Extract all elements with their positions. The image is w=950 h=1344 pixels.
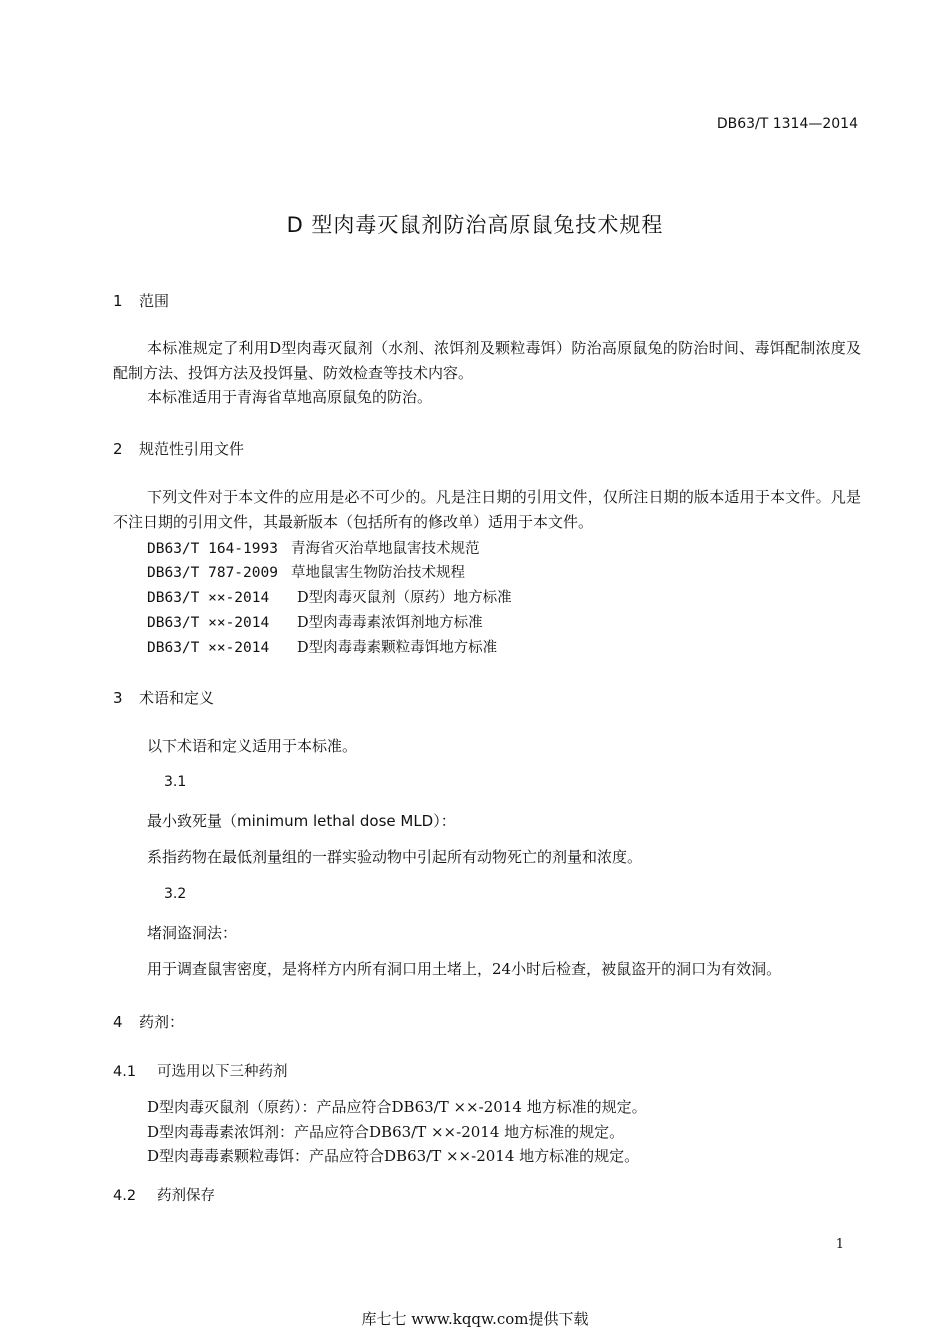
- section-title: 范围: [139, 292, 170, 310]
- section-number: 2: [113, 440, 123, 458]
- term-definition: 系指药物在最低剂量组的一群实验动物中引起所有动物死亡的剂量和浓度。: [147, 848, 643, 866]
- section-title: 术语和定义: [139, 689, 215, 707]
- section-title: 规范性引用文件: [139, 440, 245, 458]
- page-number: 1: [835, 1237, 844, 1252]
- subsection-title: 可选用以下三种药剂: [157, 1064, 288, 1080]
- term-number: 3.2: [164, 886, 187, 902]
- subsection-number: 4.1: [113, 1064, 137, 1080]
- reference-code: DB63/T ××-2014: [147, 640, 270, 656]
- footer-watermark: 库七七 www.kqqw.com提供下载: [361, 1310, 589, 1328]
- reference-item: [147, 611, 483, 632]
- section-1-paragraph-1: 本标准规定了利用D型肉毒灭鼠剂（水剂、浓饵剂及颗粒毒饵）防治高原鼠兔的防治时间、毒饵配制浓度及配制方法、投饵方法及投饵量、防效检查等技术内容。: [113, 339, 861, 382]
- subsection-number: 4.2: [113, 1188, 137, 1204]
- reference-title: D型肉毒毒素颗粒毒饵地方标准: [297, 640, 498, 656]
- reference-item: [147, 561, 465, 582]
- reference-title: 草地鼠害生物防治技术规程: [291, 565, 465, 581]
- agent-item: D型肉毒灭鼠剂（原药）：产品应符合DB63/T ××-2014 地方标准的规定。: [147, 1098, 647, 1116]
- reference-item: [147, 537, 480, 558]
- reference-code: DB63/T 164-1993: [147, 541, 278, 557]
- reference-title: D型肉毒灭鼠剂（原药）地方标准: [297, 590, 512, 606]
- subsection-4-2-heading: [113, 1184, 215, 1205]
- section-number: 1: [113, 292, 123, 310]
- reference-code: DB63/T 787-2009: [147, 565, 278, 581]
- standard-code: DB63/T 1314—2014: [716, 116, 858, 132]
- section-2-heading: [113, 438, 244, 459]
- reference-code: DB63/T ××-2014: [147, 590, 270, 606]
- section-title: 药剂：: [139, 1013, 185, 1031]
- section-number: 4: [113, 1013, 123, 1031]
- reference-code: DB63/T ××-2014: [147, 615, 270, 631]
- reference-title: 青海省灭治草地鼠害技术规范: [291, 541, 480, 557]
- subsection-4-1-heading: [113, 1060, 288, 1081]
- section-4-heading: [113, 1011, 184, 1032]
- section-1-paragraph-2: 本标准适用于青海省草地高原鼠兔的防治。: [147, 388, 433, 406]
- agent-item: D型肉毒毒素颗粒毒饵：产品应符合DB63/T ××-2014 地方标准的规定。: [147, 1147, 640, 1165]
- term-heading: 最小致死量（minimum lethal dose MLD）：: [147, 812, 456, 830]
- subsection-title: 药剂保存: [157, 1188, 215, 1204]
- section-1-heading: [113, 290, 169, 311]
- term-heading: 堵洞盗洞法：: [147, 924, 238, 942]
- section-3-intro: 以下术语和定义适用于本标准。: [147, 737, 358, 755]
- section-3-heading: [113, 687, 214, 708]
- term-definition: 用于调查鼠害密度，是将样方内所有洞口用土堵上，24小时后检查，被鼠盗开的洞口为有效洞。: [147, 960, 782, 978]
- reference-title: D型肉毒毒素浓饵剂地方标准: [297, 615, 483, 631]
- document-title: D 型肉毒灭鼠剂防治高原鼠兔技术规程: [286, 213, 664, 237]
- agent-item: D型肉毒毒素浓饵剂：产品应符合DB63/T ××-2014 地方标准的规定。: [147, 1123, 625, 1141]
- section-2-paragraph: 下列文件对于本文件的应用是必不可少的。凡是注日期的引用文件，仅所注日期的版本适用于本文件。凡是不注日期的引用文件，其最新版本（包括所有的修改单）适用于本文件。: [113, 488, 861, 531]
- reference-item: [147, 636, 497, 657]
- reference-item: [147, 586, 512, 607]
- section-number: 3: [113, 689, 123, 707]
- term-number: 3.1: [164, 774, 187, 790]
